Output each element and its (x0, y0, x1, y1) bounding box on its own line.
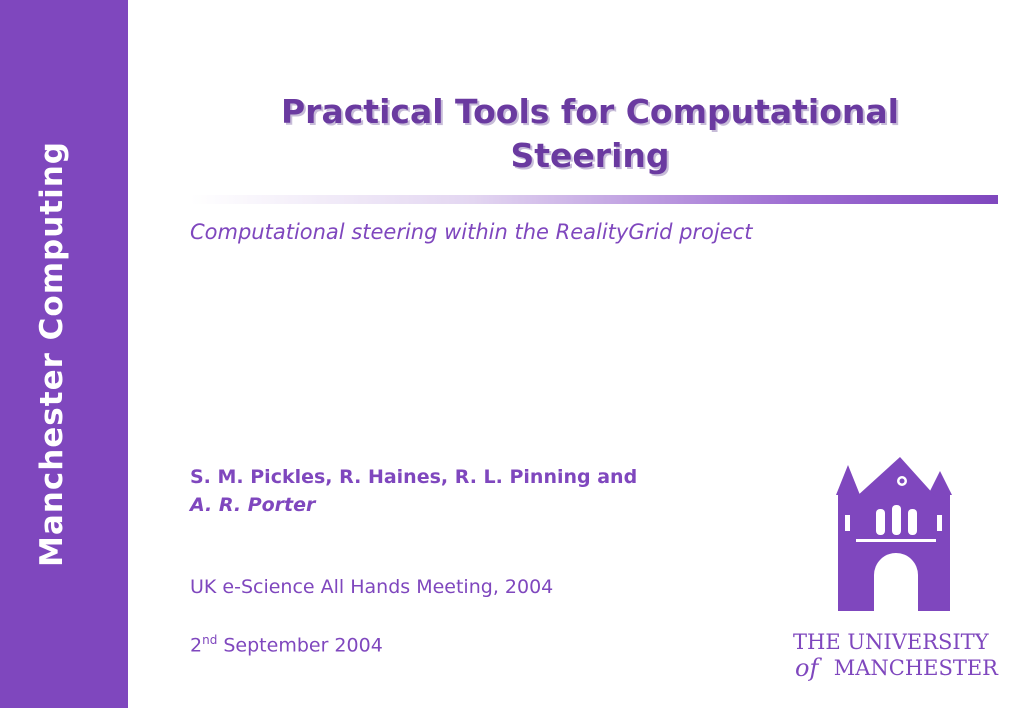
title-divider (190, 195, 998, 204)
author-list (190, 463, 637, 519)
logo-line-2: MANCHESTER (833, 656, 998, 680)
logo-of: of (795, 654, 819, 682)
slide-title: Practical Tools for Computational Steering (281, 92, 899, 175)
sidebar-label: Manchester Computing (34, 141, 70, 567)
date-rest: September 2004 (217, 634, 383, 657)
sidebar (0, 0, 128, 708)
date-suffix: nd (202, 633, 218, 647)
authors-line-1: S. M. Pickles, R. Haines, R. L. Pinning and (190, 466, 638, 488)
authors-line-2: A. R. Porter (190, 494, 316, 516)
presentation-date (190, 633, 383, 656)
date-day: 2 (190, 634, 203, 657)
logo-line-1: THE UNIVERSITY (793, 630, 989, 654)
slide-subtitle: Computational steering within the RealityGrid project (190, 220, 753, 244)
meeting-name: UK e-Science All Hands Meeting, 2004 (190, 576, 554, 598)
